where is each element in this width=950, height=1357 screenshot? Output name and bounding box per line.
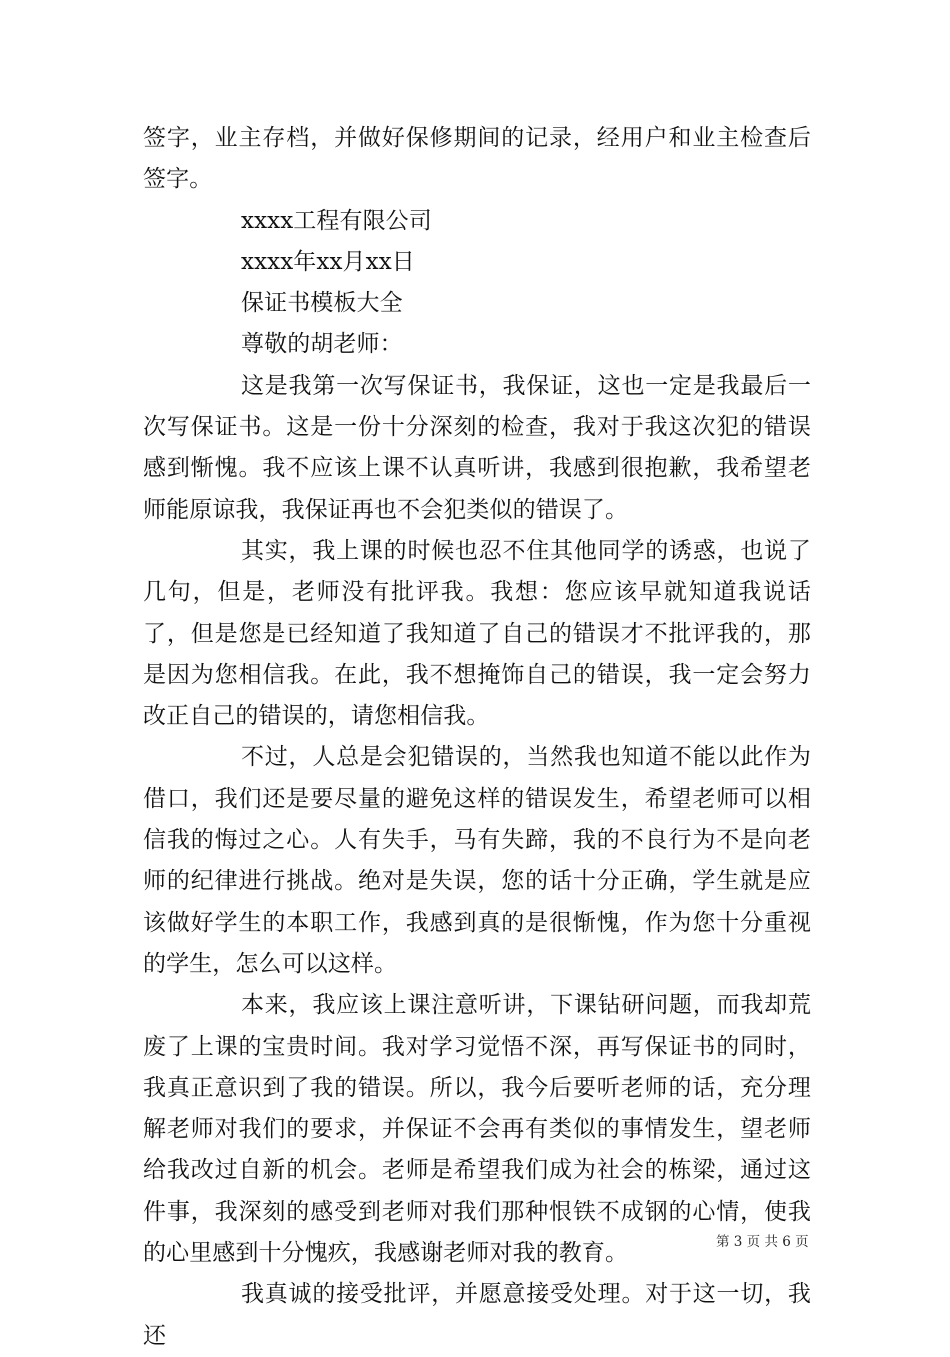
paragraph: 其实，我上课的时候也忍不住其他同学的诱惑，也说了几句，但是，老师没有批评我。我想：您应该早就知道我说话了，但是您是已经知道了我知道了自己的错误才不批评我的，那是因为您相信我。在此，我不想掩饰自己的错误，我一定会努力改正自己的错误的，请您相信我。 [143,537,811,730]
company-signature: xxxx工程有限公司 [241,207,432,234]
section-title: 保证书模板大全 [241,290,403,317]
paragraph: 不过，人总是会犯错误的，当然我也知道不能以此作为借口，我们还是要尽量的避免这样的错误发生，希望老师可以相信我的悔过之心。人有失手，马有失蹄，我的不良行为不是向老师的纪律进行挑战。绝对是失误，您的话十分正确，学生就是应该做好学生的本职工作，我感到真的是很惭愧，作为您十分重视的学生，怎么可以这样。 [143,744,811,977]
paragraph: 我真诚的接受批评，并愿意接受处理。对于这一切，我还 [143,1281,811,1349]
paragraph: 这是我第一次写保证书，我保证，这也一定是我最后一次写保证书。这是一份十分深刻的检查，我对于我这次犯的错误感到惭愧。我不应该上课不认真听讲，我感到很抱歉，我希望老师能原谅我，我保证再也不会犯类似的错误了。 [143,372,811,523]
paragraph-continuation: 签字，业主存档，并做好保修期间的记录，经用户和业主检查后签字。 [143,125,811,193]
signature-date: xxxx年xx月xx日 [241,248,415,275]
paragraph: 本来，我应该上课注意听讲，下课钻研问题，而我却荒废了上课的宝贵时间。我对学习觉悟不深，再写保证书的同时，我真正意识到了我的错误。所以，我今后要听老师的话，充分理解老师对我们的要求，并保证不会再有类似的事情发生，望老师给我改过自新的机会。老师是希望我们成为社会的栋梁，通过这件事，我深刻的感受到老师对我们那种恨铁不成钢的心情，使我的心里感到十分愧疚，我感谢老师对我的教育。 [143,992,811,1267]
document-body [143,118,811,1357]
salutation: 尊敬的胡老师： [241,331,403,358]
page-number-footer: 第 3 页 共 6 页 [716,1234,809,1250]
